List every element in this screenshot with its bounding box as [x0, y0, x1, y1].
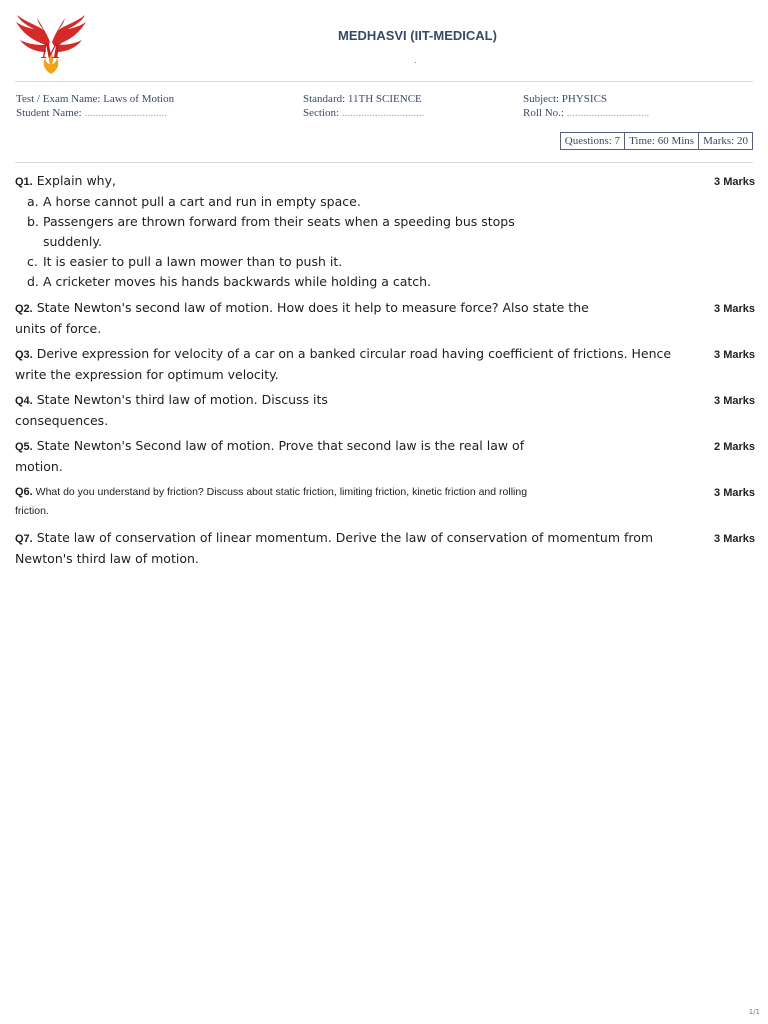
question-7: Q7. State law of conservation of linear momentum. Derive the law of conservation of momentum from Newton's third law of motion.	[15, 530, 654, 566]
institute-logo	[12, 12, 90, 76]
question-5-marks: 2 Marks	[714, 441, 755, 453]
question-1-marks: 3 Marks	[714, 176, 755, 188]
question-6-marks: 3 Marks	[714, 487, 755, 499]
sub-question-list	[15, 192, 543, 292]
question-text: State law of conservation of linear momentum. Derive the law of conservation of momentum from Newton's third law of motion.	[15, 530, 654, 566]
question-3: Q3. Derive expression for velocity of a car on a banked circular road having coefficient of frictions. Hence write the expression for optimum velocity.	[15, 346, 672, 382]
question-text: State Newton's second law of motion. How does it help to measure force? Also state the units of force.	[15, 300, 589, 336]
total-marks: Marks: 20	[703, 135, 748, 147]
question-2-marks: 3 Marks	[714, 303, 755, 315]
question-6: Q6. What do you understand by friction? Discuss about static friction, limiting friction, kinetic friction and rolling friction.	[15, 486, 528, 517]
section-field: Section: ..............................	[303, 107, 425, 119]
questions-count: Questions: 7	[561, 133, 625, 149]
question-3-marks: 3 Marks	[714, 349, 755, 361]
sub-question: d. A cricketer moves his hands backwards while holding a catch.	[27, 274, 432, 289]
institute-name: MEDHASVI (IIT-MEDICAL)	[338, 28, 497, 43]
question-text: Derive expression for velocity of a car on a banked circular road having coefficient of frictions. Hence write the expression for optimum velocity.	[15, 346, 672, 382]
student-name-field: Student Name: ..............................	[16, 107, 167, 119]
question-4-marks: 3 Marks	[714, 395, 755, 407]
sub-question: b. Passengers are thrown forward from their seats when a speeding bus stops suddenly.	[27, 214, 515, 249]
question-2: Q2. State Newton's second law of motion. How does it help to measure force? Also state the units of force.	[15, 300, 589, 336]
svg-text:M: M	[41, 38, 61, 63]
sub-question: c. It is easier to pull a lawn mower than to push it.	[27, 254, 343, 269]
header-divider	[15, 81, 753, 82]
question-text: What do you understand by friction? Discuss about static friction, limiting friction, kinetic friction and rolling friction.	[15, 486, 528, 517]
meta-divider	[15, 162, 753, 163]
page-number: 1/1	[748, 1008, 760, 1016]
exam-name: Test / Exam Name: Laws of Motion	[16, 93, 175, 105]
question-7-marks: 3 Marks	[714, 533, 755, 545]
winged-phoenix-logo-icon	[12, 12, 90, 76]
standard: Standard: 11TH SCIENCE	[303, 93, 422, 105]
time-limit: Time: 60 Mins	[625, 133, 699, 149]
question-5: Q5. State Newton's Second law of motion. Prove that second law is the real law of motion.	[15, 438, 525, 474]
roll-no-field: Roll No.: ..............................	[523, 107, 650, 119]
question-1: Q1. Explain why, a. A horse cannot pull a cart and run in empty space. b. Passengers are thrown forward from their seats when a speeding bus stops suddenly. c. It is easier to pull a lawn mower than to push it. d. A cricketer moves his hands backwards while holding a catch.	[15, 171, 695, 292]
subject: Subject: PHYSICS	[523, 93, 608, 105]
exam-stats-box	[560, 132, 753, 150]
question-text: State Newton's third law of motion. Discuss its consequences.	[15, 392, 328, 428]
question-4: Q4. State Newton's third law of motion. Discuss its consequences.	[15, 392, 328, 428]
question-text: Explain why,	[36, 173, 116, 188]
question-text: State Newton's Second law of motion. Prove that second law is the real law of motion.	[15, 438, 525, 474]
header-dot: .	[414, 56, 417, 65]
sub-question: a. A horse cannot pull a cart and run in empty space.	[27, 194, 361, 209]
